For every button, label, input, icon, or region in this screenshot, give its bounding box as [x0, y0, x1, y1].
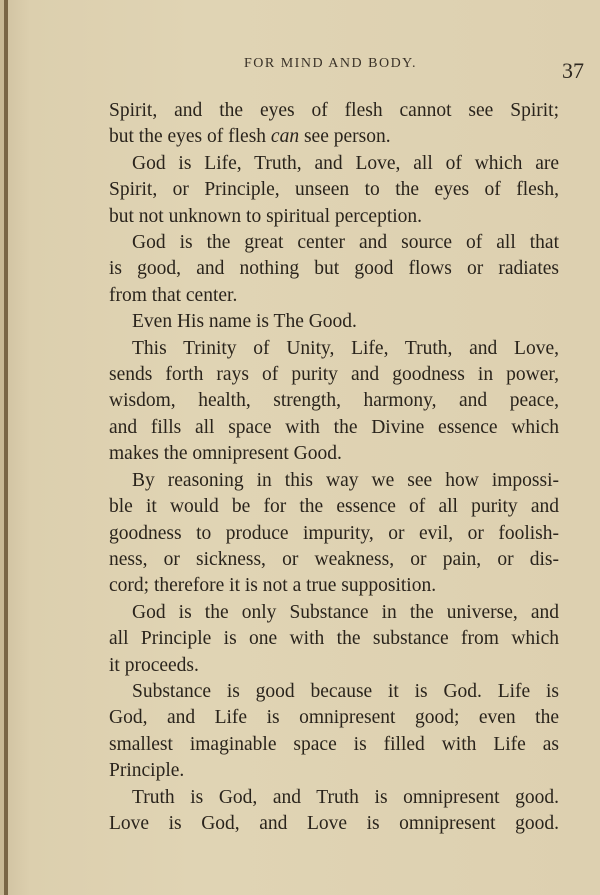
text-line: Truth is God, and Truth is omnipresent good. [132, 786, 559, 808]
text-line: goodness to produce impurity, or evil, or foolish- [109, 522, 559, 544]
text-line: and fills all space with the Divine essence which [109, 416, 559, 438]
text-line: is good, and nothing but good flows or radiates [109, 258, 559, 280]
text-line: God, and Life is omnipresent good; even the [109, 707, 559, 729]
running-header: FOR MIND AND BODY. [244, 56, 417, 71]
body-text [109, 98, 559, 837]
text-line: makes the omnipresent Good. [109, 443, 342, 465]
text-line: Spirit, and the eyes of flesh cannot see Spirit; [109, 100, 559, 121]
text-line: By reasoning in this way we see how impossi- [132, 469, 559, 491]
text-line: ness, or sickness, or weakness, or pain, or dis- [109, 548, 559, 570]
text-line: Spirit, or Principle, unseen to the eyes of flesh, [109, 179, 559, 201]
text-line: but not unknown to spiritual perception. [109, 205, 423, 227]
text-line: it proceeds. [109, 654, 199, 676]
text-line: This Trinity of Unity, Life, Truth, and Love, [132, 337, 559, 359]
text-line: ble it would be for the essence of all purity and [109, 496, 559, 518]
text-line: smallest imaginable space is filled with Life as [109, 733, 559, 755]
text-line: God is Life, Truth, and Love, all of which are [132, 152, 559, 174]
text-line: God is the great center and source of all that [132, 232, 559, 254]
text-line: Even His name is The Good. [132, 311, 357, 333]
italic-word: can [270, 126, 300, 148]
text-line: Substance is good because it is God. Life is [132, 680, 559, 702]
text-line: from that center. [109, 284, 238, 306]
binding-shadow [4, 0, 8, 895]
text-line: all Principle is one with the substance from which [109, 628, 559, 650]
page-number: 37 [562, 58, 584, 83]
text-line: God is the only Substance in the universe, and [132, 601, 559, 623]
text-line: Principle. [109, 760, 185, 782]
text-line: cord; therefore it is not a true supposition. [109, 575, 437, 597]
text-line: Love is God, and Love is omnipresent good. [109, 812, 559, 834]
text-line: wisdom, health, strength, harmony, and peace, [109, 390, 559, 412]
text-line: sends forth rays of purity and goodness in power, [109, 364, 559, 386]
text-line: but the eyes of flesh can see person. [109, 126, 391, 148]
